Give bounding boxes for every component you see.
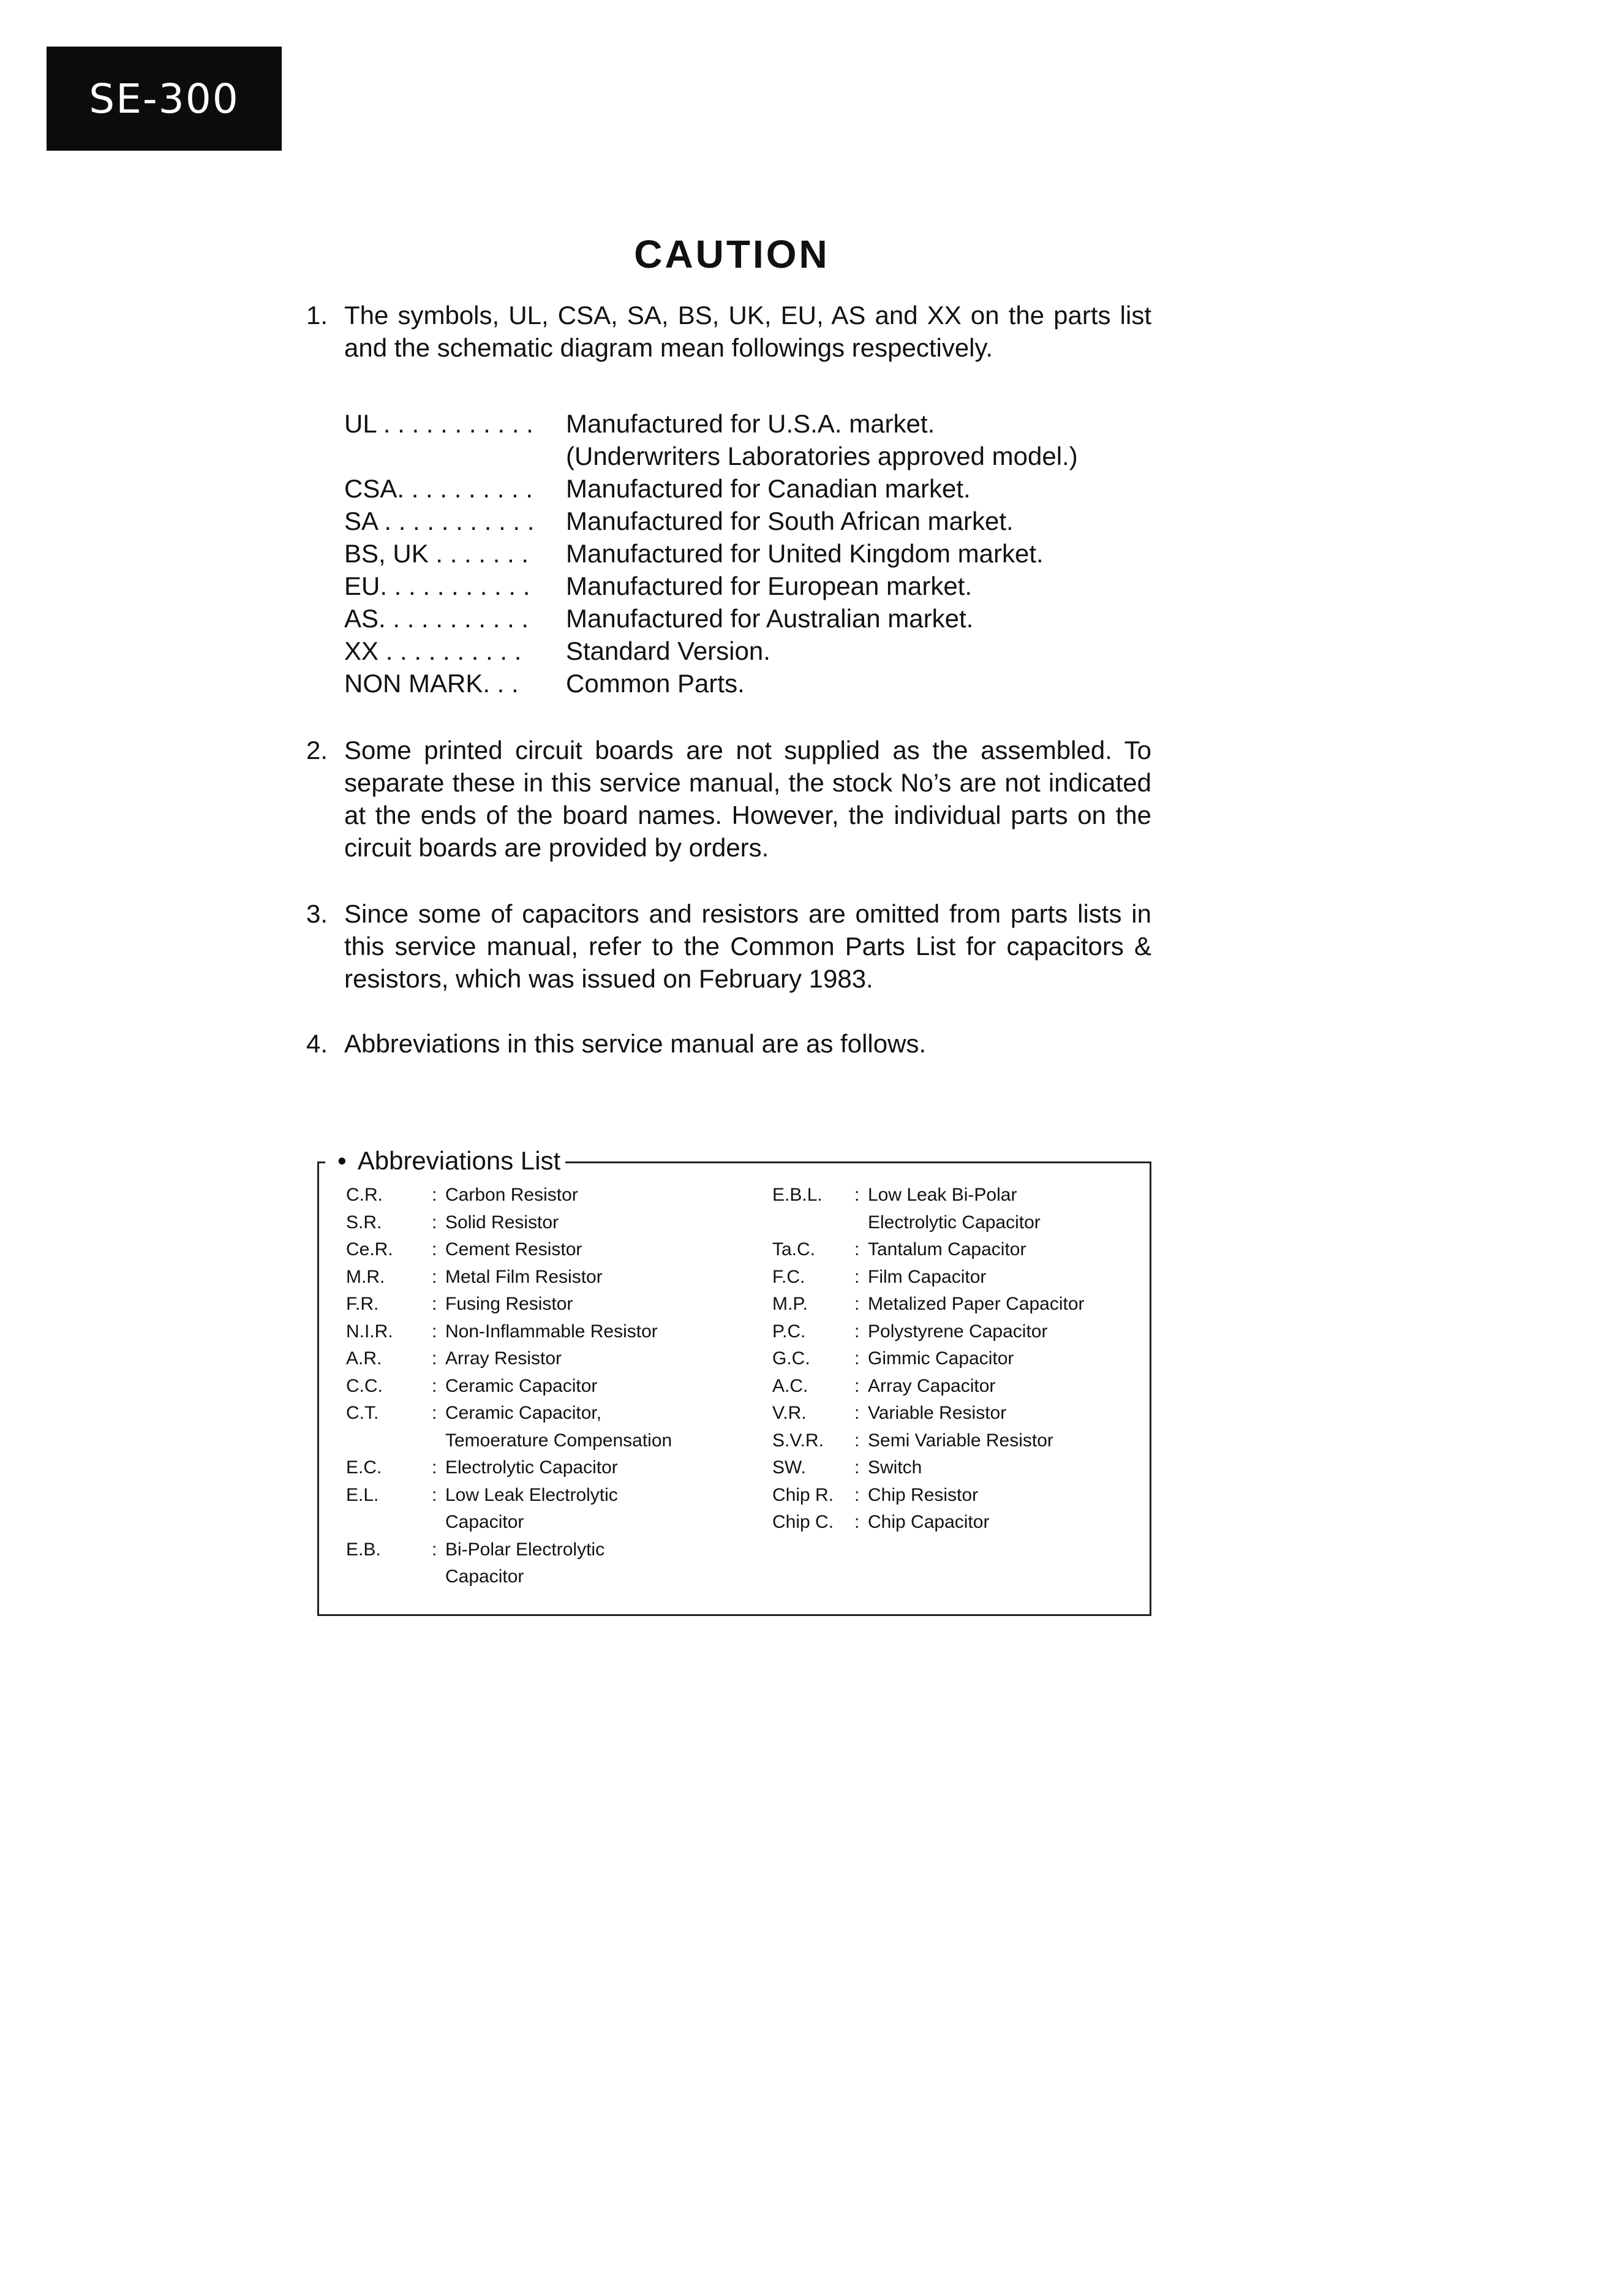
abbreviations-title-text: Abbreviations List (357, 1146, 561, 1175)
abbreviation-code: S.V.R. (772, 1430, 824, 1451)
abbreviation-meaning: Ceramic Capacitor, (445, 1403, 602, 1423)
abbreviation-item (346, 1209, 738, 1237)
abbreviation-meaning: Ceramic Capacitor (445, 1375, 598, 1396)
abbreviation-item (346, 1182, 738, 1209)
symbol-code: BS, UK . . . . . . . (344, 539, 529, 568)
colon-separator: : (432, 1294, 437, 1314)
symbol-meaning: Manufactured for U.S.A. market. (566, 409, 935, 438)
colon-separator: : (854, 1348, 860, 1369)
symbol-code (344, 440, 566, 472)
colon-separator: : (432, 1212, 437, 1233)
abbreviation-meaning: Semi Variable Resistor (868, 1430, 1053, 1451)
abbreviation-meaning: Polystyrene Capacitor (868, 1321, 1048, 1342)
abbreviation-meaning: Cement Resistor (445, 1239, 582, 1259)
symbol-code: SA . . . . . . . . . . . (344, 507, 535, 535)
abbreviation-code: C.T. (346, 1403, 379, 1423)
abbreviation-meaning: Chip Capacitor (868, 1512, 990, 1532)
abbreviation-item (346, 1454, 738, 1482)
abbreviation-meaning-continued: Capacitor (445, 1566, 524, 1587)
colon-separator: : (854, 1375, 860, 1396)
colon-separator: : (432, 1321, 437, 1342)
abbreviation-meaning-continued: Electrolytic Capacitor (868, 1212, 1041, 1233)
abbreviation-item (346, 1536, 738, 1591)
abbreviation-meaning: Low Leak Bi-Polar (868, 1185, 1017, 1205)
abbreviation-item (772, 1427, 1146, 1455)
symbol-meaning: Manufactured for United Kingdom market. (566, 539, 1044, 568)
abbreviation-description (854, 1345, 1146, 1373)
abbreviation-description (432, 1236, 738, 1264)
abbreviations-right-column (772, 1182, 1146, 1536)
symbol-row (344, 505, 1153, 537)
abbreviation-description (432, 1373, 738, 1400)
abbreviations-list-box (317, 1146, 1151, 1616)
abbreviation-item (346, 1482, 738, 1536)
colon-separator: : (854, 1266, 860, 1287)
item-text: Abbreviations in this service manual are as follows. (344, 1029, 927, 1058)
abbreviation-item (346, 1373, 738, 1400)
symbol-meaning: Manufactured for Canadian market. (566, 474, 971, 503)
abbreviation-code: SW. (772, 1457, 807, 1478)
colon-separator: : (432, 1266, 437, 1287)
abbreviation-code: M.P. (772, 1294, 808, 1314)
item-text: Since some of capacitors and resistors are omitted from parts lists in this service manual, refer to the Common Parts List for capacitors & resistors, which was issued on February 1983. (344, 899, 1151, 993)
abbreviation-description (432, 1482, 738, 1536)
abbreviation-item (346, 1264, 738, 1291)
abbreviation-description (432, 1454, 738, 1482)
abbreviation-meaning: Non-Inflammable Resistor (445, 1321, 658, 1342)
caution-item-2 (306, 734, 1151, 864)
symbol-row (344, 537, 1153, 570)
abbreviation-meaning: Electrolytic Capacitor (445, 1457, 618, 1478)
item-number: 1. (306, 301, 328, 330)
abbreviation-code: A.C. (772, 1375, 808, 1396)
symbol-code: XX . . . . . . . . . . (344, 636, 522, 665)
abbreviation-item (346, 1400, 738, 1454)
symbol-code: NON MARK. . . (344, 669, 519, 698)
abbreviation-description (432, 1400, 738, 1454)
abbreviation-code: F.C. (772, 1266, 805, 1287)
abbreviation-code: M.R. (346, 1266, 385, 1287)
abbreviation-item (772, 1291, 1146, 1318)
abbreviation-code: G.C. (772, 1348, 810, 1369)
colon-separator: : (432, 1239, 437, 1259)
abbreviation-code: P.C. (772, 1321, 806, 1342)
item-number: 3. (306, 899, 328, 928)
abbreviation-item (772, 1345, 1146, 1373)
symbol-row (344, 570, 1153, 602)
symbol-list (344, 407, 1153, 700)
abbreviation-item (772, 1182, 1146, 1236)
abbreviation-meaning: Array Capacitor (868, 1375, 996, 1396)
symbol-meaning: Manufactured for South African market. (566, 507, 1014, 535)
abbreviation-code: C.C. (346, 1375, 383, 1396)
abbreviation-meaning: Metal Film Resistor (445, 1266, 603, 1287)
abbreviation-code: Chip R. (772, 1484, 834, 1505)
abbreviation-code: V.R. (772, 1403, 807, 1423)
page-title: CAUTION (634, 232, 830, 276)
item-text: The symbols, UL, CSA, SA, BS, UK, EU, AS and XX on the parts list and the schematic diagram mean followings respectively. (344, 301, 1151, 362)
symbol-row (344, 635, 1153, 667)
abbreviation-item (772, 1509, 1146, 1536)
item-number: 2. (306, 736, 328, 765)
abbreviation-meaning: Solid Resistor (445, 1212, 559, 1233)
abbreviation-code: E.B.L. (772, 1185, 823, 1205)
abbreviation-meaning: Fusing Resistor (445, 1294, 573, 1314)
abbreviation-meaning: Carbon Resistor (445, 1185, 578, 1205)
symbol-code: EU. . . . . . . . . . . (344, 572, 530, 600)
abbreviation-code: Chip C. (772, 1512, 834, 1532)
abbreviation-code: E.B. (346, 1539, 381, 1560)
symbol-meaning: Manufactured for Australian market. (566, 604, 974, 633)
abbreviation-description (854, 1236, 1146, 1264)
bullet-icon: • (337, 1146, 347, 1175)
abbreviation-description (854, 1373, 1146, 1400)
item-number: 4. (306, 1029, 328, 1058)
caution-item-3 (306, 897, 1151, 995)
abbreviation-meaning-continued: Temoerature Compensation (445, 1430, 672, 1451)
abbreviation-description (854, 1509, 1146, 1536)
colon-separator: : (854, 1185, 860, 1205)
abbreviation-meaning: Switch (868, 1457, 922, 1478)
abbreviation-description (854, 1454, 1146, 1482)
abbreviation-description (432, 1209, 738, 1237)
abbreviation-code: E.L. (346, 1484, 379, 1505)
abbreviation-meaning: Low Leak Electrolytic (445, 1484, 618, 1505)
abbreviation-description (854, 1264, 1146, 1291)
colon-separator: : (854, 1239, 860, 1259)
abbreviation-description (854, 1291, 1146, 1318)
abbreviation-description (854, 1482, 1146, 1509)
colon-separator: : (432, 1539, 437, 1560)
abbreviation-meaning-continued: Capacitor (445, 1512, 524, 1532)
colon-separator: : (854, 1457, 860, 1478)
symbol-code: AS. . . . . . . . . . . (344, 604, 529, 633)
colon-separator: : (432, 1185, 437, 1205)
abbreviation-item (772, 1264, 1146, 1291)
colon-separator: : (854, 1294, 860, 1314)
abbreviation-description (854, 1427, 1146, 1455)
symbol-row (344, 472, 1153, 505)
colon-separator: : (432, 1484, 437, 1505)
abbreviation-item (772, 1318, 1146, 1346)
caution-item-1 (306, 299, 1151, 364)
symbol-row (344, 407, 1153, 440)
colon-separator: : (432, 1457, 437, 1478)
colon-separator: : (854, 1403, 860, 1423)
model-badge (47, 47, 282, 151)
abbreviation-meaning: Bi-Polar Electrolytic (445, 1539, 605, 1560)
caution-item-4 (306, 1027, 1151, 1060)
abbreviation-item (346, 1318, 738, 1346)
colon-separator: : (854, 1430, 860, 1451)
abbreviation-meaning: Metalized Paper Capacitor (868, 1294, 1085, 1314)
abbreviation-description (432, 1264, 738, 1291)
abbreviations-title (325, 1144, 565, 1178)
abbreviation-code: E.C. (346, 1457, 382, 1478)
symbol-row (344, 602, 1153, 635)
abbreviation-item (772, 1373, 1146, 1400)
abbreviation-code: F.R. (346, 1294, 379, 1314)
abbreviation-description (432, 1318, 738, 1346)
item-text: Some printed circuit boards are not supplied as the assembled. To separate these in this service manual, the stock No’s are not indicated at the ends of the board names. However, the individual parts on the circuit boards are provided by orders. (344, 736, 1151, 862)
abbreviation-meaning: Film Capacitor (868, 1266, 987, 1287)
abbreviation-item (772, 1482, 1146, 1509)
abbreviation-description (432, 1291, 738, 1318)
colon-separator: : (432, 1375, 437, 1396)
colon-separator: : (854, 1512, 860, 1532)
abbreviations-left-column (346, 1182, 738, 1591)
abbreviation-item (772, 1454, 1146, 1482)
symbol-meaning: Standard Version. (566, 636, 770, 665)
model-number: SE-300 (89, 75, 239, 123)
colon-separator: : (432, 1348, 437, 1369)
abbreviation-meaning: Chip Resistor (868, 1484, 979, 1505)
abbreviation-code: Ce.R. (346, 1239, 393, 1259)
abbreviation-description (854, 1182, 1146, 1236)
symbol-code: UL . . . . . . . . . . . (344, 409, 533, 438)
abbreviation-description (854, 1318, 1146, 1346)
abbreviation-item (346, 1236, 738, 1264)
abbreviation-item (772, 1236, 1146, 1264)
abbreviation-meaning: Tantalum Capacitor (868, 1239, 1026, 1259)
abbreviation-meaning: Variable Resistor (868, 1403, 1007, 1423)
colon-separator: : (854, 1484, 860, 1505)
symbol-row (344, 440, 1153, 472)
abbreviation-meaning: Gimmic Capacitor (868, 1348, 1014, 1369)
colon-separator: : (432, 1403, 437, 1423)
abbreviation-code: N.I.R. (346, 1321, 393, 1342)
abbreviation-description (854, 1400, 1146, 1427)
abbreviation-meaning: Array Resistor (445, 1348, 562, 1369)
symbol-code: CSA. . . . . . . . . . (344, 474, 533, 503)
symbol-row (344, 667, 1153, 700)
abbreviation-description (432, 1536, 738, 1591)
symbol-meaning: Common Parts. (566, 669, 745, 698)
abbreviation-description (432, 1182, 738, 1209)
abbreviation-item (346, 1345, 738, 1373)
colon-separator: : (854, 1321, 860, 1342)
abbreviation-description (432, 1345, 738, 1373)
abbreviation-item (772, 1400, 1146, 1427)
abbreviation-code: Ta.C. (772, 1239, 816, 1259)
symbol-meaning: (Underwriters Laboratories approved model.) (566, 442, 1078, 470)
abbreviation-code: C.R. (346, 1185, 383, 1205)
symbol-meaning: Manufactured for European market. (566, 572, 973, 600)
abbreviation-code: S.R. (346, 1212, 382, 1233)
abbreviation-code: A.R. (346, 1348, 382, 1369)
abbreviation-item (346, 1291, 738, 1318)
